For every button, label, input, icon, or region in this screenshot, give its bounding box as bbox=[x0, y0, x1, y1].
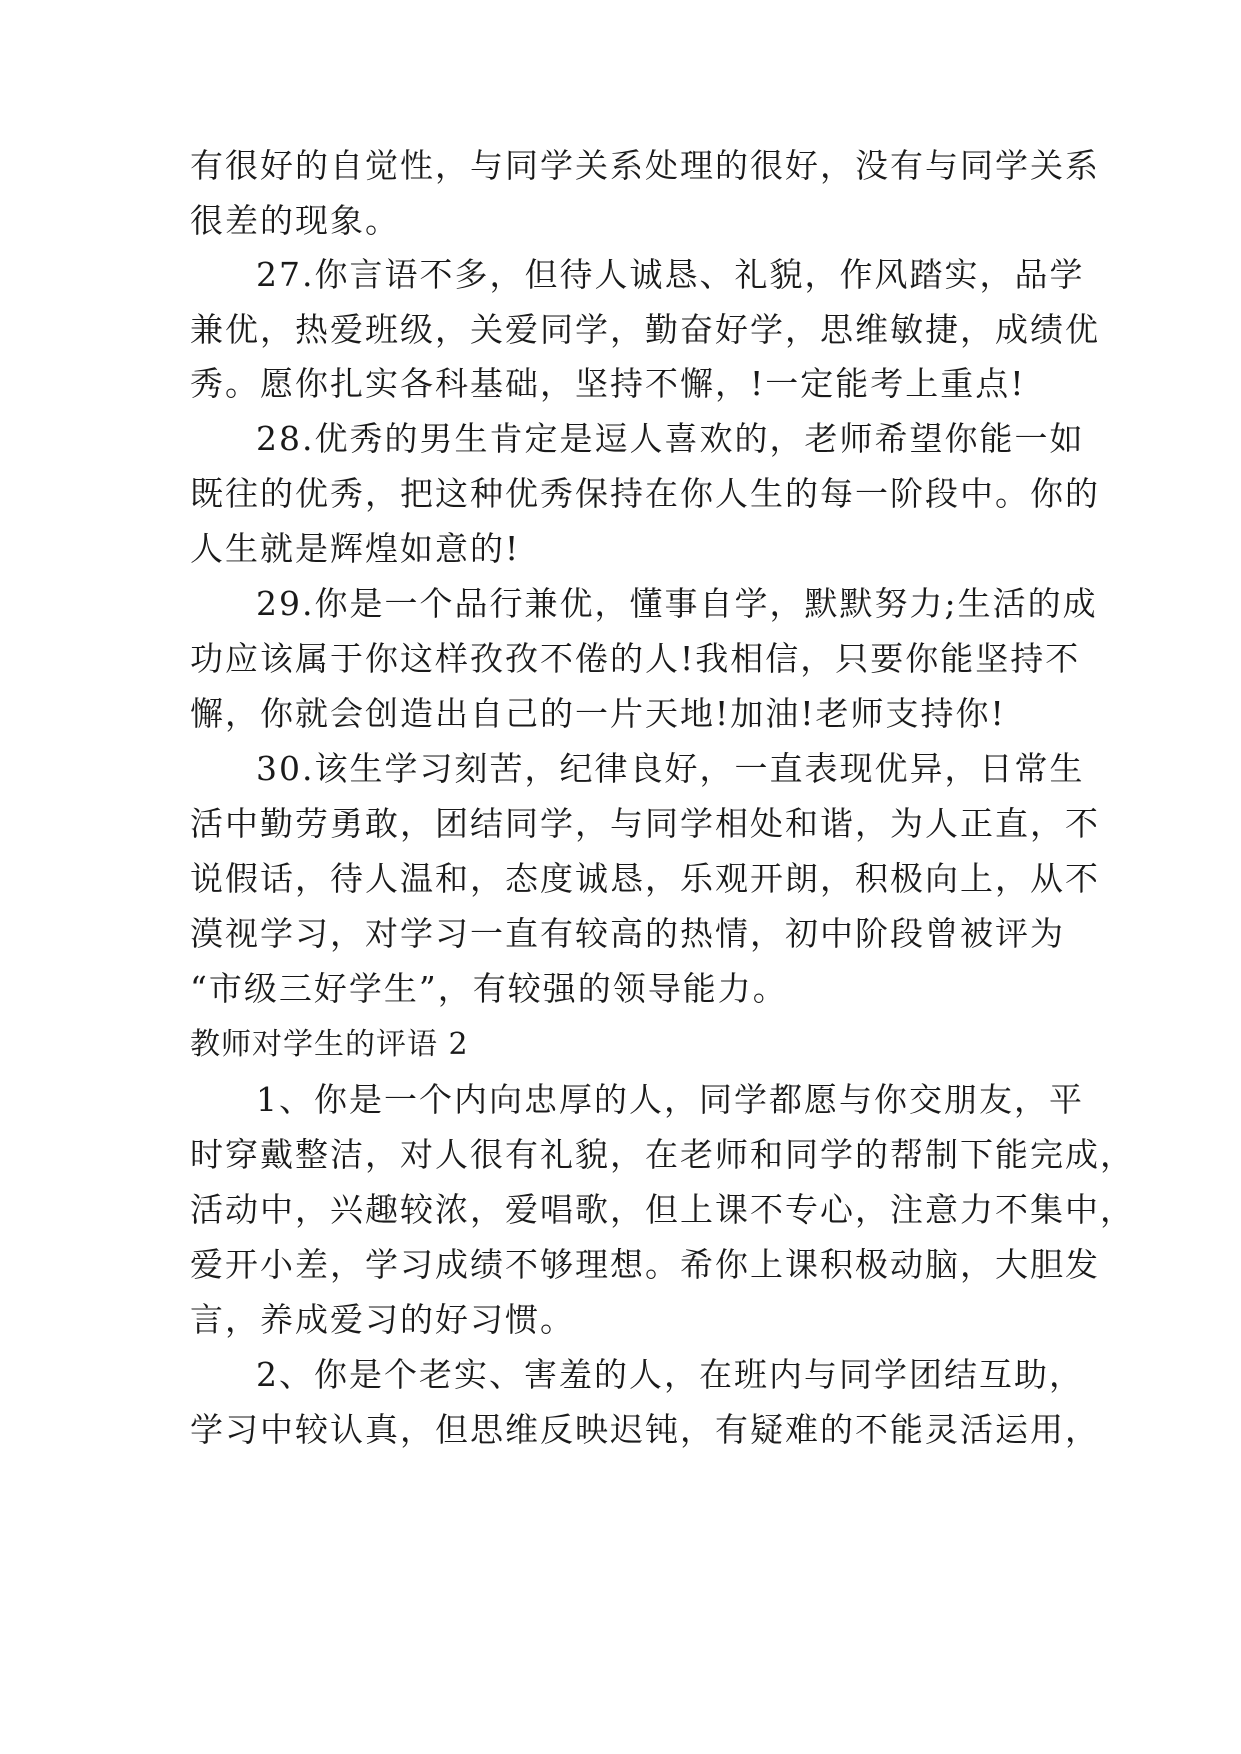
paragraph-29-line: 29.你是一个品行兼优，懂事自学，默默努力;生活的成 bbox=[256, 584, 1098, 623]
paragraph-30-line: 30.该生学习刻苦，纪律良好，一直表现优异，日常生 bbox=[256, 749, 1085, 788]
text-line: 人生就是辉煌如意的! bbox=[190, 529, 521, 568]
text-line: 功应该属于你这样孜孜不倦的人!我相信，只要你能坚持不 bbox=[190, 639, 1081, 678]
text-line: 说假话，待人温和，态度诚恳，乐观开朗，积极向上，从不 bbox=[190, 859, 1100, 898]
text-line: 兼优，热爱班级，关爱同学，勤奋好学，思维敏捷，成绩优 bbox=[190, 310, 1100, 349]
paragraph-2-line: 2、你是个老实、害羞的人，在班内与同学团结互助， bbox=[256, 1355, 1084, 1394]
text-line: 既往的优秀，把这种优秀保持在你人生的每一阶段中。你的 bbox=[190, 474, 1100, 513]
text-line: “市级三好学生”，有较强的领导能力。 bbox=[190, 969, 788, 1008]
text-line: 很差的现象。 bbox=[190, 201, 400, 240]
section-heading: 教师对学生的评语 2 bbox=[190, 1027, 469, 1062]
paragraph-27-line: 27.你言语不多，但待人诚恳、礼貌，作风踏实，品学 bbox=[256, 255, 1085, 294]
paragraph-1-line: 1、你是一个内向忠厚的人，同学都愿与你交朋友，平 bbox=[256, 1080, 1084, 1119]
text-line: 言，养成爱习的好习惯。 bbox=[190, 1300, 575, 1339]
text-line: 有很好的自觉性，与同学关系处理的很好，没有与同学关系 bbox=[190, 146, 1100, 185]
text-line: 秀。愿你扎实各科基础，坚持不懈，!一定能考上重点! bbox=[190, 364, 1026, 403]
text-line: 漠视学习，对学习一直有较高的热情，初中阶段曾被评为 bbox=[190, 914, 1065, 953]
text-line: 爱开小差，学习成绩不够理想。希你上课积极动脑，大胆发 bbox=[190, 1245, 1100, 1284]
text-line: 活中勤劳勇敢，团结同学，与同学相处和谐，为人正直，不 bbox=[190, 804, 1100, 843]
paragraph-28-line: 28.优秀的男生肯定是逗人喜欢的，老师希望你能一如 bbox=[256, 419, 1085, 458]
text-line: 时穿戴整洁，对人很有礼貌，在老师和同学的帮制下能完成， bbox=[190, 1135, 1135, 1174]
text-line: 活动中，兴趣较浓，爱唱歌，但上课不专心，注意力不集中， bbox=[190, 1190, 1135, 1229]
text-line: 学习中较认真，但思维反映迟钝，有疑难的不能灵活运用， bbox=[190, 1410, 1100, 1449]
text-line: 懈，你就会创造出自己的一片天地!加油!老师支持你! bbox=[190, 694, 1006, 733]
